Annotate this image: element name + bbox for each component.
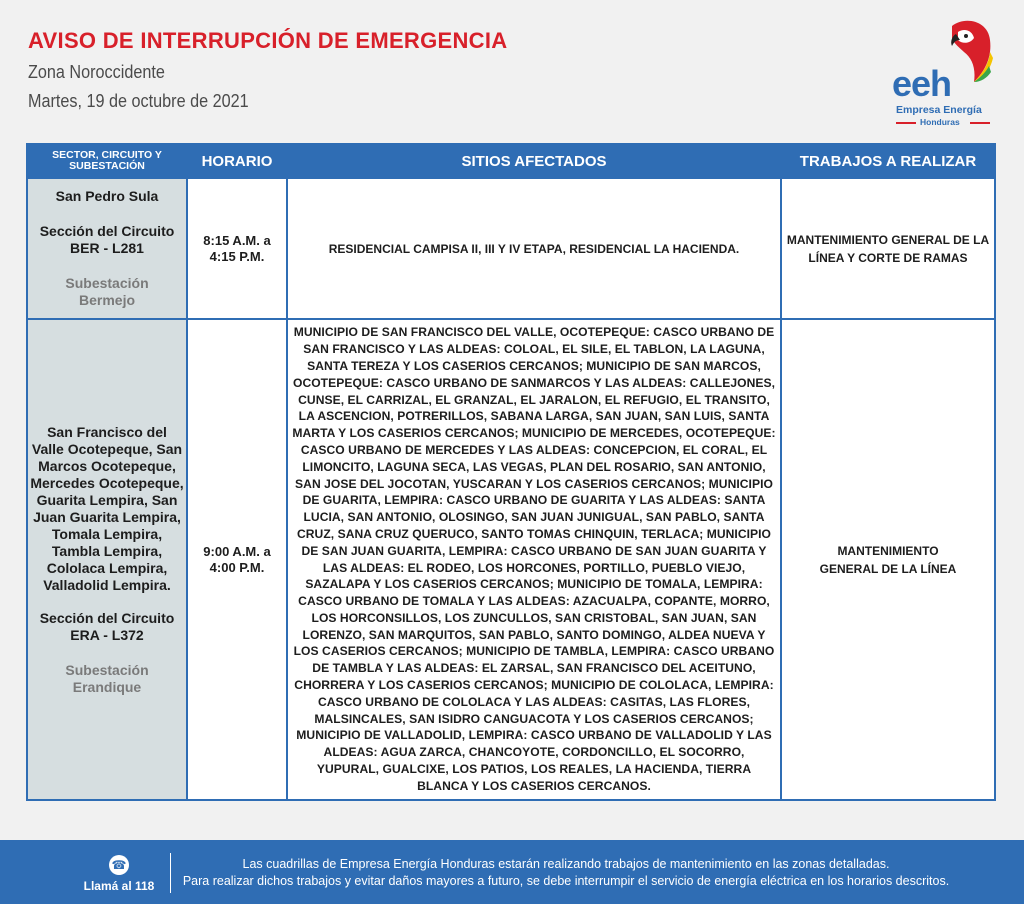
logo-mark: eeh [892,63,952,104]
circuit-code: ERA - L372 [70,626,144,643]
works-cell: MANTENIMIENTO GENERAL DE LA LÍNEA Y CORTE DE RAMAS [781,178,995,319]
page-title: AVISO DE INTERRUPCIÓN DE EMERGENCIA [28,28,508,53]
eeh-logo [890,18,1000,127]
interruption-table [26,143,996,801]
schedule-cell: 9:00 A.M. a 4:00 P.M. [187,319,287,800]
logo-divider [896,122,916,124]
substation-name: Subestación Bermejo [65,275,149,308]
table-header-row [27,144,995,178]
column-header-horario: HORARIO [187,144,287,178]
date-label: Martes, 19 de octubre de 2021 [28,91,249,111]
footer-divider [170,853,171,893]
sector-place: San Francisco del Valle Ocotepeque, San Marcos Ocotepeque, Mercedes Ocotepeque, Guarita Lempira, San Juan Guarita Lempira, Tomala Lempira, Tambla Lempira, Cololaca Lempira, Valladolid Lempira. [30,423,184,593]
footer-bar [0,840,1024,904]
sector-cell [27,178,187,319]
zone-label: Zona Noroccidente [28,62,165,82]
notice-header [0,0,1024,140]
phone-icon: ☎ [109,855,129,875]
affected-sites-cell: MUNICIPIO DE SAN FRANCISCO DEL VALLE, OCOTEPEQUE: CASCO URBANO DE SAN FRANCISCO Y LAS ALDEAS: COLOAL, EL SILE, EL TABLON, LA LAGUNA, SANTA TEREZA Y LOS CASERIOS CERCANOS; MUNICIPIO DE SAN MARCOS, OCOTEPEQUE: CASCO URBANO DE SANMARCOS Y LAS ALDEAS: CALLEJONES, CUNSE, EL CARRIZAL, EL GRANZAL, EL JARALON, EL REFUGIO, EL TRANSITO, LA ASCENCION, POTRERILLOS, SABANA LARGA, SAN JUAN, SAN LUIS, SANTA MARTA Y LOS CASERIOS CERCANOS; MUNICIPIO DE MERCEDES, OCOTEPEQUE: CASCO URBANO DE MERCEDES Y LAS ALDEAS: CONCEPCION, EL CORAL, EL LIMONCITO, LAGUNA SECA, LAS VEGAS, PLAN DEL ROSARIO, SAN ANTONIO, SAN JOSE DEL JOCOTAN, YUSCARAN Y LOS CASERIOS CERCANOS; MUNICIPIO DE GUARITA, LEMPIRA: CASCO URBANO DE GUARITA Y LAS ALDEAS: SANTA LUCIA, SAN ANTONIO, OLOSINGO, SAN JUAN JUNIGUAL, SAN PABLO, SANTA CRUZ, SANA CRUZ QUERUCO, SANTO TOMAS CHINQUIN, TERLACA; MUNICIPIO DE SAN JUAN GUARITA, LEMPIRA: CASCO URBANO DE SAN JUAN GUARITA Y LAS ALDEAS: EL RODEO, LOS HORCONES, PORTILLO, PUEBLO VIEJO, SAZALAPA Y LOS CASERIOS CERCANOS; MUNICIPIO DE TOMALA, LEMPIRA: CASCO URBANO DE TOMALA Y LAS ALDEAS: AZACUALPA, COPANTE, MORRO, LOS HORCONSILLOS, LOS ZUNCULLOS, SAN CRISTOBAL, SAN JUAN, SAN LORENZO, SAN MARQUITOS, SAN PABLO, SANTO DOMINGO, ALDEA NUEVA Y LOS CASERIOS CERCANOS; MUNICIPIO DE TAMBLA, LEMPIRA: CASCO URBANO DE TAMBLA Y LAS ALDEAS: EL ZARSAL, SAN FRANCISCO DEL ACEITUNO, CHORRERA Y LOS CASERIOS CERCANOS; MUNICIPIO DE COLOLACA, LEMPIRA: CASCO URBANO DE COLOLACA Y LAS ALDEAS: CASITAS, LAS FLORES, MALSINCALES, SAN ISIDRO CANGUACOTA Y LOS CASERIOS CERCANOS; MUNICIPIO DE VALLADOLID, LEMPIRA: CASCO URBANO DE VALLADOLID Y LAS ALDEAS: AGUA ZARCA, CHANCOYOTE, CORDONCILLO, EL SOCORRO, YUPURAL, GUALCIXE, LOS PATIOS, LOS REALES, LA HACIENDA, TIERRA BLANCA Y LOS CASERIOS CERCANOS. [287,319,781,800]
affected-sites-cell: RESIDENCIAL CAMPISA II, III Y IV ETAPA, RESIDENCIAL LA HACIENDA. [287,178,781,319]
column-header-trabajos: TRABAJOS A REALIZAR [781,144,995,178]
table-row [27,178,995,319]
logo-divider [970,122,990,124]
column-header-sector: SECTOR, CIRCUITO Y SUBESTACIÓN [27,144,187,178]
call-label[interactable]: Llamá al 118 [83,879,155,893]
logo-country: Honduras [920,117,960,127]
footer-message [176,856,956,890]
logo-company: Empresa Energía [896,104,982,116]
schedule-cell: 8:15 A.M. a 4:15 P.M. [187,178,287,319]
circuit-code: BER - L281 [70,240,144,256]
footer-message-line: Las cuadrillas de Empresa Energía Honduras estarán realizando trabajos de mantenimiento en las zonas detalladas. [242,857,890,871]
substation-name: Subestación Erandique [65,661,149,695]
sector-cell [27,319,187,800]
sector-place: San Pedro Sula [55,188,159,204]
section-label: Sección del Circuito [39,223,175,239]
works-cell: MANTENIMIENTO GENERAL DE LA LÍNEA [781,319,995,800]
section-label: Sección del Circuito [39,609,175,626]
column-header-sitios: SITIOS AFECTADOS [287,144,781,178]
table-row [27,319,995,800]
footer-message-line: Para realizar dichos trabajos y evitar daños mayores a futuro, se debe interrumpir el servicio de energía eléctrica en los horarios descritos. [182,874,950,888]
